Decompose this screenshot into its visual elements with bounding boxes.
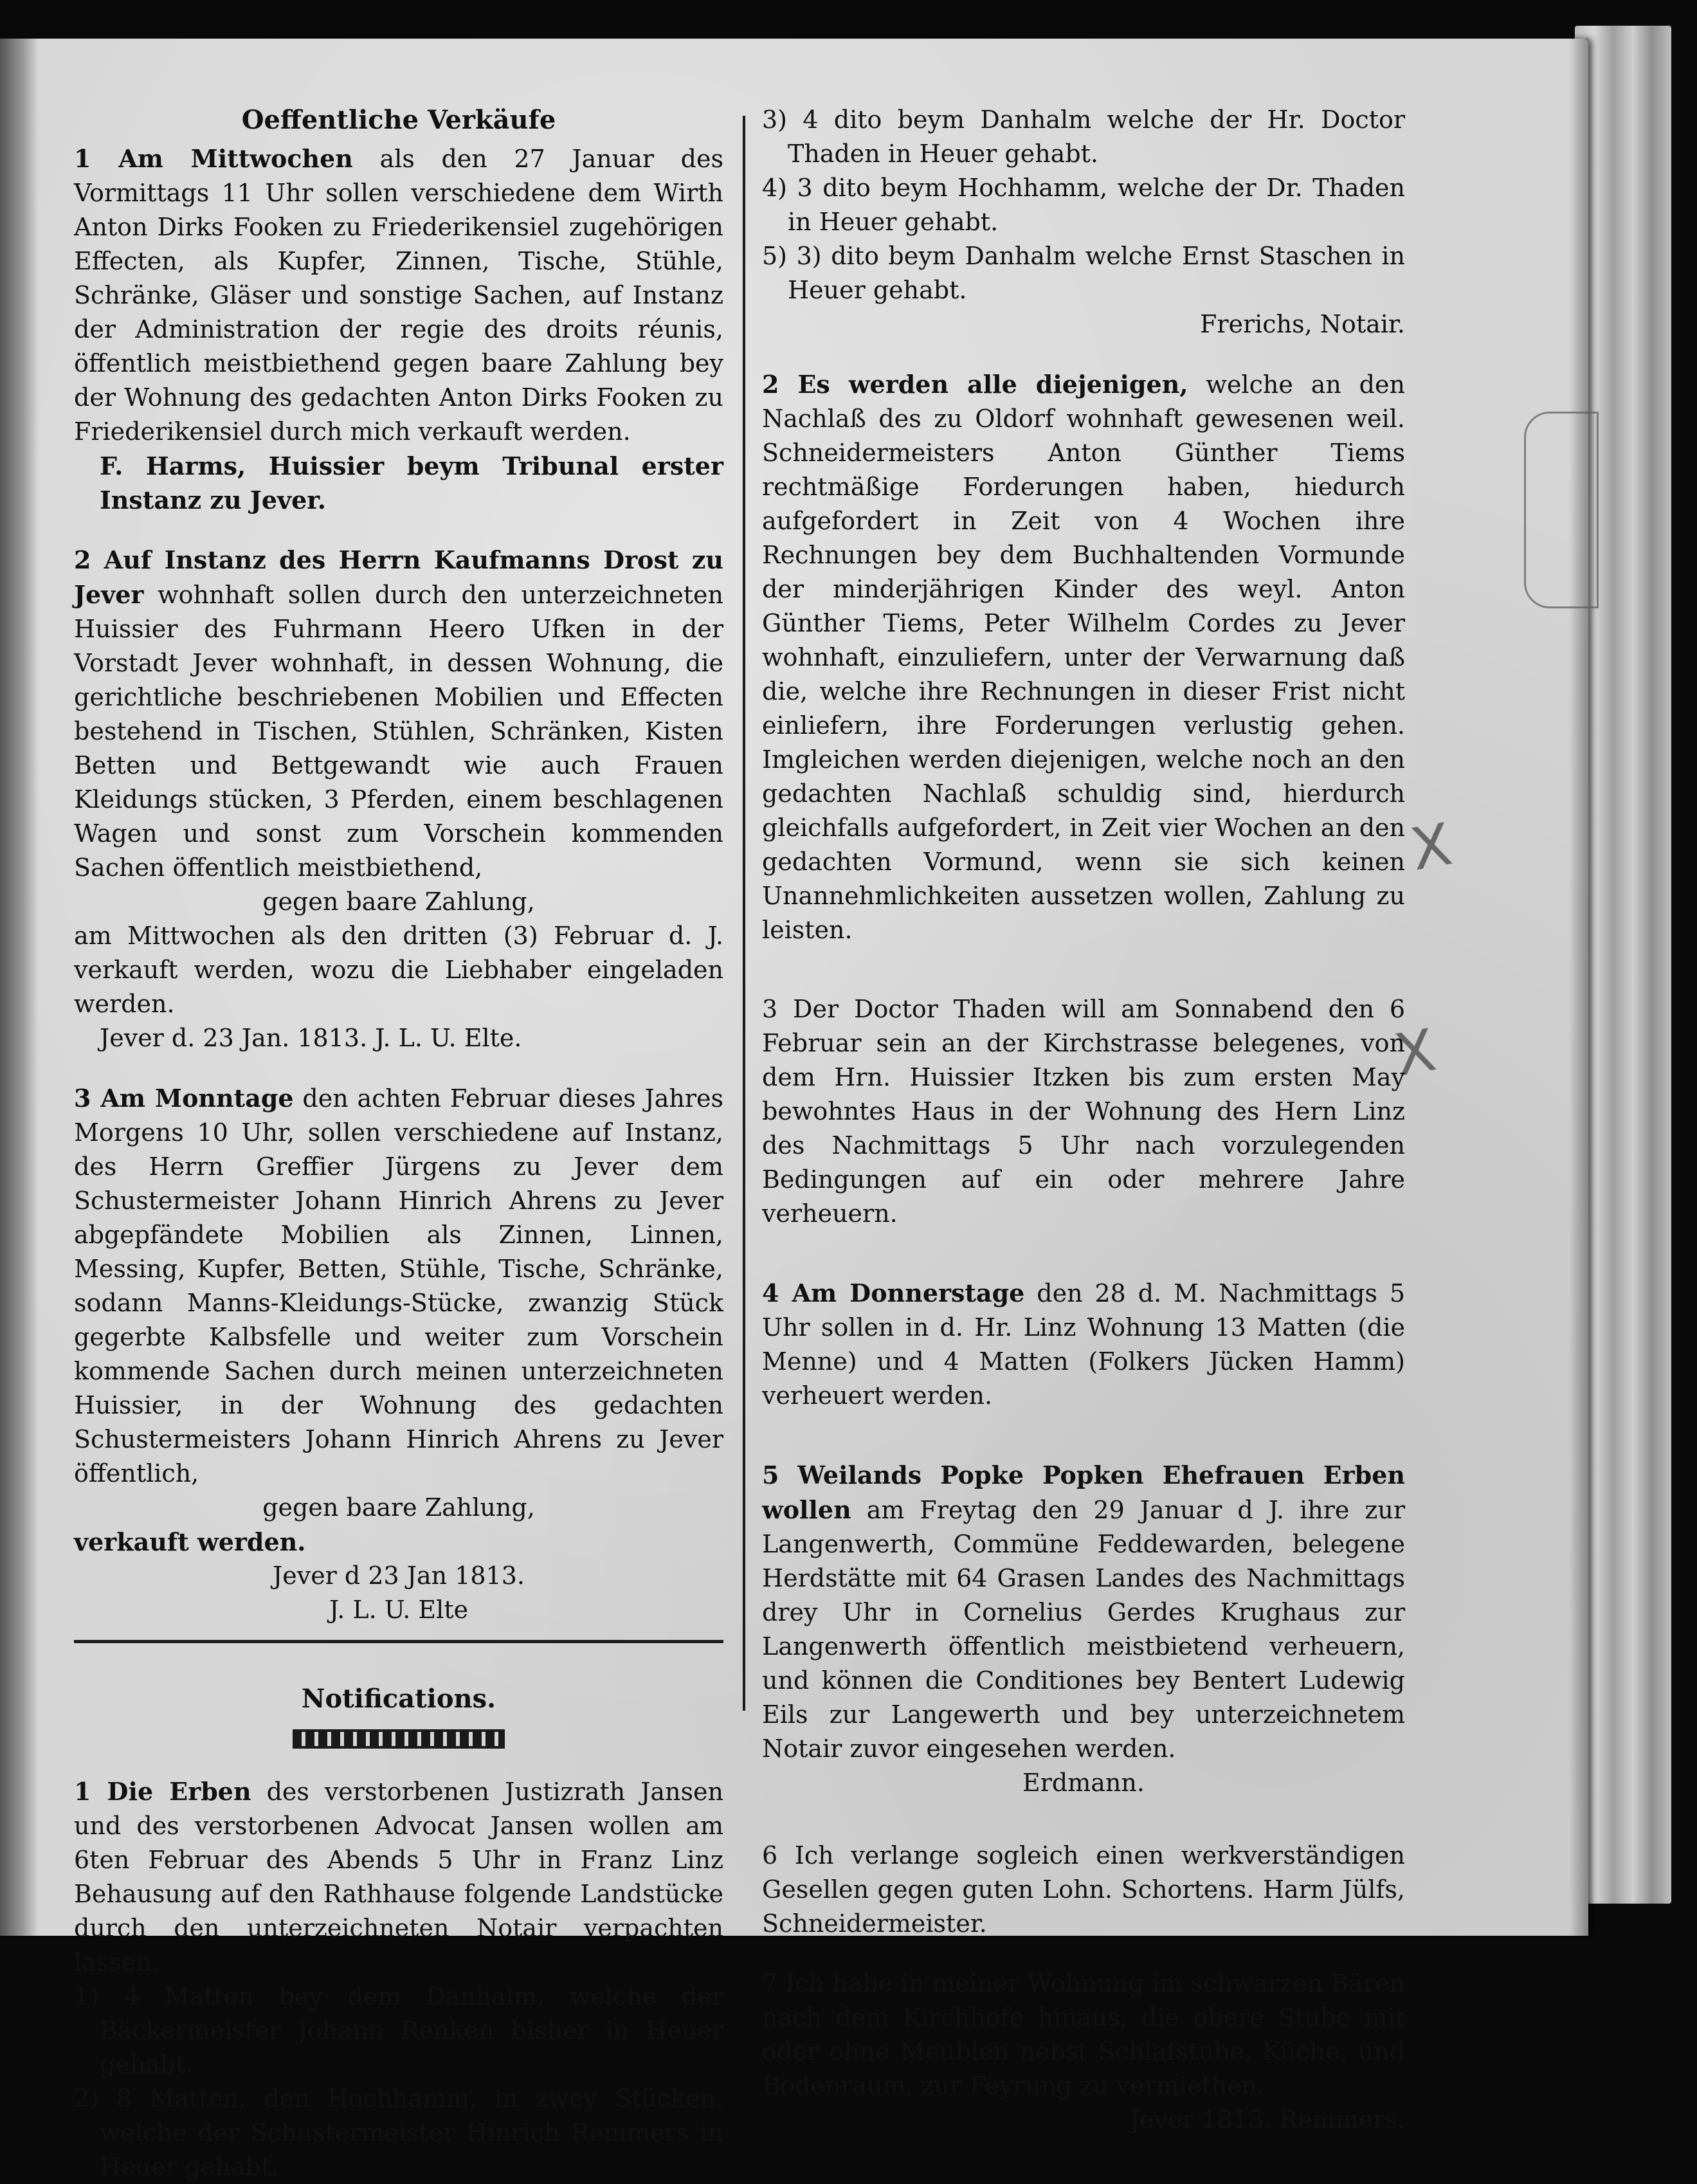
notification-1-lead: 1 Die Erben <box>74 1777 251 1806</box>
notice-3-payment: gegen baare Zahlung, <box>262 1493 535 1522</box>
section-heading-sales: Oeffentliche Verkäufe <box>241 105 556 135</box>
notification-3: 3 Der Doctor Thaden will am Sonnabend den 6 Februar sein an der Kirchstrasse belegenes, von dem Hrn. Huissier Itzken bis zum ersten May bewohntes Haus in der Wohnung des Hern Linz des Nachmittags 5 Uhr nach vorzulegenden Bedingungen auf ein oder mehrere Jahre verheuern. <box>762 995 1405 1228</box>
notification-1-text: des verstorbenen Justizrath Jansen und des verstorbenen Advocat Jansen wollen am 6ten Februar des Abends 5 Uhr in Franz Linz Behausung auf den Rathhause folgende Landstücke durch den unterzeichneten Notair verpachten lassen. <box>74 1778 723 1976</box>
lease-signature: Frerichs, Notair. <box>1199 310 1405 338</box>
notification-5-signature: Erdmann. <box>1022 1769 1145 1797</box>
notice-2-tail: am Mittwochen als den dritten (3) Februar d. J. verkauft werden, wozu die Liebhaber eingeladen werden. <box>74 922 723 1018</box>
notification-4 <box>762 1276 1405 1413</box>
margin-cross-2: X <box>1390 1016 1441 1090</box>
notification-2-lead: 2 Es werden alle diejenigen, <box>762 370 1188 399</box>
lease-item-5: 5) 3) dito beym Danhalm welche Ernst Staschen in Heuer gehabt. <box>762 242 1405 304</box>
notice-2 <box>74 543 723 885</box>
notification-7-signature: Jever 1813. Remmers. <box>1129 2106 1405 2134</box>
notification-1-item-2: 2) 8 Matten, den Hochhamm, in zwey Stücken, welche der Schustermeister Hinrich Remmers in Heuer gehabt. <box>74 2084 723 2181</box>
notice-1 <box>74 141 723 449</box>
notification-4-lead: 4 Am Donnerstage <box>762 1279 1025 1307</box>
notice-3-signature-date: Jever d 23 Jan 1813. <box>273 1561 525 1590</box>
notification-5 <box>762 1458 1405 1766</box>
notice-3-text: den achten Februar dieses Jahres Morgens 10 Uhr, sollen verschiedene auf Instanz, des Herrn Greffier Jürgens zu Jever dem Schustermeister Johann Hinrich Ahrens zu Jever abgepfändete Mobilien als Zinnen, Linnen, Messing, Kupfer, Betten, Stühle, Tische, Schränke, sodann Manns-Kleidungs-Stücke, zwanzig Stück gegerbte Kalbsfelle und weiter zum Vorschein kommende Sachen durch meinen unterzeichneten Huissier, in der Wohnung des gedachten Schustermeisters Johann Hinrich Ahrens zu Jever öffentlich, <box>74 1084 723 1488</box>
margin-cross-1: X <box>1406 810 1457 884</box>
binding-gutter <box>0 39 39 1936</box>
notice-1-lead: 1 Am Mittwochen <box>74 144 353 173</box>
lease-item-3: 3) 4 dito beym Danhalm welche der Hr. Doctor Thaden in Heuer gehabt. <box>762 105 1405 168</box>
notice-2-lead: 2 Auf Instanz des Herrn Kaufmanns Drost zu Jever <box>74 545 723 609</box>
left-column <box>74 103 723 2184</box>
notice-3-lead: 3 Am Monntage <box>74 1084 294 1113</box>
right-column <box>762 103 1405 2137</box>
ornament-divider <box>293 1729 505 1749</box>
notice-3-signature-name: J. L. U. Elte <box>329 1596 469 1624</box>
notice-2-text: wohnhaft sollen durch den unterzeichneten Huissier des Fuhrmann Heero Ufken in der Vorstadt Jever wohnhaft, in dessen Wohnung, die gerichtliche beschriebenen Mobilien und Effecten bestehend in Tischen, Stühlen, Schränken, Kisten Betten und Bettgewandt wie auch Frauen Kleidungs stücken, 3 Pferden, einem beschlagenen Wagen und sonst zum Vorschein kommenden Sachen öffentlich meistbiethend, <box>74 581 723 882</box>
section-heading-notifications: Notifications. <box>301 1684 496 1714</box>
notice-3-tail: verkauft werden. <box>74 1527 306 1556</box>
section-rule <box>74 1640 723 1643</box>
notice-2-payment: gegen baare Zahlung, <box>262 887 535 916</box>
notification-4-text: den 28 d. M. Nachmittags 5 Uhr sollen in d. Hr. Linz Wohnung 13 Matten (die Menne) und 4 Matten (Folkers Jücken Hamm) verheuert werden. <box>762 1279 1405 1410</box>
notification-7: 7 Ich habe in meiner Wohnung im schwarzen Bären nach dem Kirchhofe hinaus, die obere Stube mit oder ohne Meublen nebst Schlafstube, Küche, und Bodenraum, zur Feyrung zu vermiethen. <box>762 1969 1405 2100</box>
notice-3 <box>74 1081 723 1491</box>
column-divider <box>743 116 745 1711</box>
notification-2-text: welche an den Nachlaß des zu Oldorf wohnhaft gewesenen weil. Schneidermeisters Anton Günther Tiems rechtmäßige Forderungen haben, hiedurch aufgefordert in Zeit von 4 Wochen ihre Rechnungen bey dem Buchhaltenden Vormunde der minderjährigen Kinder des weyl. Anton Günther Tiems, Peter Wilhelm Cordes zu Jever wohnhaft, einzuliefern, unter der Verwarnung daß die, welche ihre Rechnungen in dieser Frist nicht einliefern, ihre Forderungen verlustig gehen. Imgleichen werden diejenigen, welche noch an den gedachten Nachlaß schuldig sind, hierdurch gleichfalls aufgefordert, in Zeit vier Wochen an den gedachten Vormund, wenn sie sich keinen Unannehmlichkeiten aussetzen wollen, Zahlung zu leisten. <box>762 370 1405 944</box>
sheet-shadow <box>1569 39 1588 1936</box>
notice-1-text: als den 27 Januar des Vormittags 11 Uhr sollen verschiedene dem Wirth Anton Dirks Fooken zu Friederikensiel zugehörigen Effecten, als Kupfer, Zinnen, Tische, Stühle, Schränke, Gläser und sonstige Sachen, auf Instanz der Administration der regie des droits réunis, öffentlich meistbiethend gegen baare Zahlung bey der Wohnung des gedachten Anton Dirks Fooken zu Friederikensiel durch mich verkauft werden. <box>74 145 723 446</box>
notification-5-lead: 5 Weilands Popke Popken Ehefrauen Erben wollen <box>762 1461 1405 1524</box>
lease-item-4: 4) 3 dito beym Hochhamm, welche der Dr. Thaden in Heuer gehabt. <box>762 174 1405 236</box>
library-stamp <box>1524 412 1599 608</box>
notification-6: 6 Ich verlange sogleich einen werkverständigen Gesellen gegen guten Lohn. Schortens. Harm Jülfs, Schneidermeister. <box>762 1841 1405 1938</box>
notification-1 <box>74 1774 723 1979</box>
notice-1-signature: F. Harms, Huissier beym Tribunal erster Instanz zu Jever. <box>100 451 723 514</box>
notification-2 <box>762 367 1405 947</box>
notification-5-text: am Freytag den 29 Januar d J. ihre zur Langenwerth, Commüne Feddewarden, belegene Herdstätte mit 64 Grasen Landes des Nachmittags drey Uhr in Cornelius Gerdes Krughaus zur Langenwerth öffentlich meistbietend verheuern, und können die Conditiones bey Bentert Ludewig Eils zur Langewerth und bey unterzeichnetem Notair zuvor eingesehen werden. <box>762 1496 1405 1763</box>
notice-2-signature: Jever d. 23 Jan. 1813. J. L. U. Elte. <box>100 1024 522 1052</box>
page-edges <box>1575 26 1671 1904</box>
notification-1-item-1: 1) 4 Matten bey dem Danhalm, welche der Bäckermeister Johann Renken bisher in Heuer gehabt. <box>74 1982 723 2079</box>
